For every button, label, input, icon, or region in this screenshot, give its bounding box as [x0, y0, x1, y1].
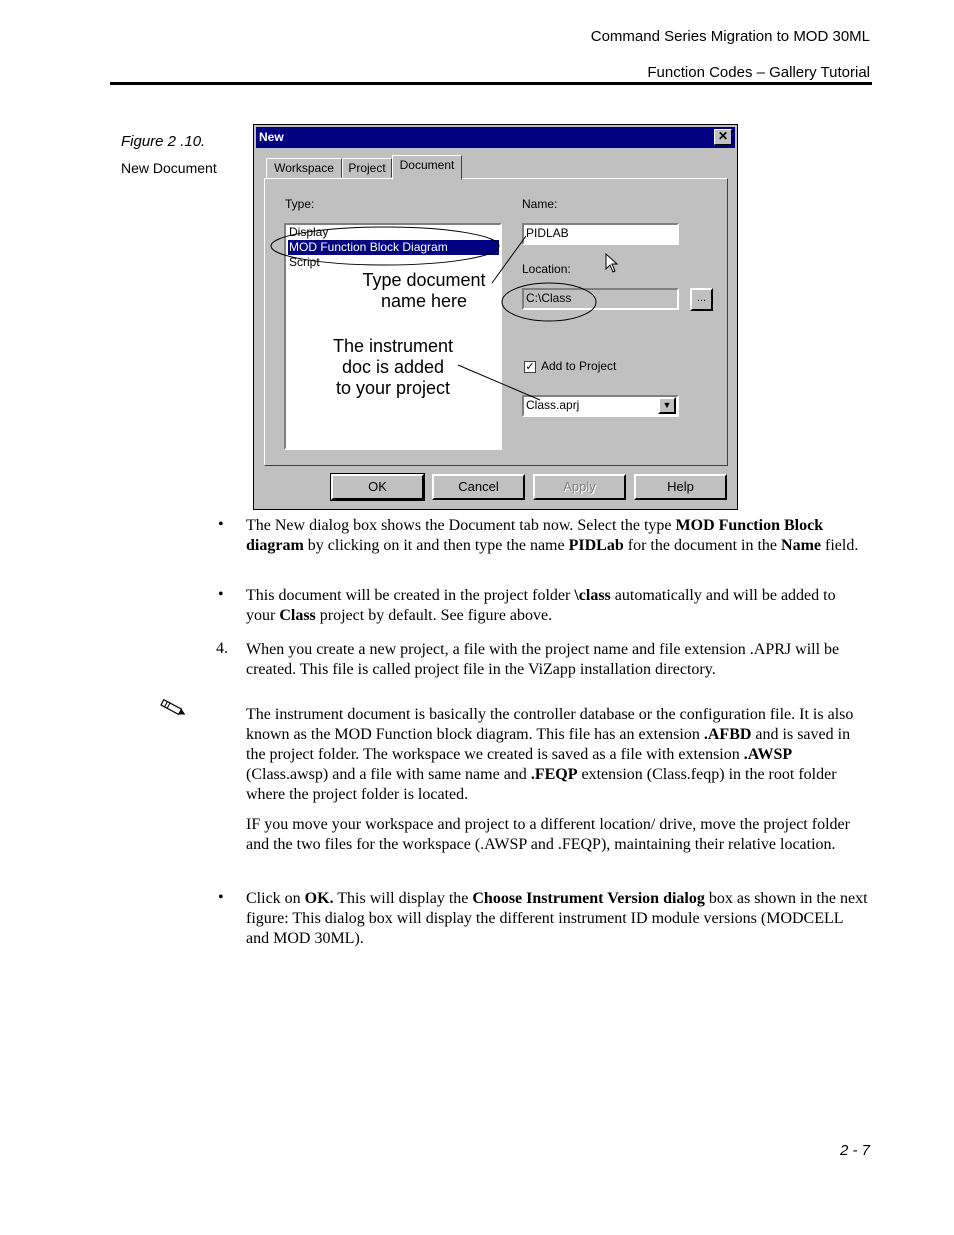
annotation-line-project	[458, 365, 540, 400]
text-run: box as shown in the next figure: This dialog box will display the different instrument ID module versions (MODCELL and MOD 30ML).	[246, 890, 868, 947]
note-paragraph-2: IF you move your workspace and project to a different location/ drive, move the project folder and the two files for the workspace (.AWSP and .FEQP), maintaining their relative location.	[246, 816, 850, 853]
header-title: Command Series Migration to MOD 30ML	[590, 28, 870, 45]
type-item-script[interactable]: Script	[289, 255, 320, 269]
annotation-instrument-line2: doc is added	[341, 357, 445, 377]
note-pencil-icon	[158, 698, 188, 718]
text-run: and is saved in the project folder. The workspace we created is saved as a file with extension	[246, 726, 851, 763]
tab-document[interactable]: Document	[392, 155, 462, 180]
text-run: extension (Class.feqp) in the root folder where the project folder is located.	[246, 766, 837, 803]
step-4-number: 4.	[216, 640, 228, 657]
bold-run: MOD Function Block diagram	[246, 517, 824, 554]
text-run: The instrument document is basically the controller database or the configuration file. It is also known as the MOD Function block diagram. This file has an extension	[246, 706, 854, 743]
bold-run: .AFBD	[703, 726, 752, 743]
help-button[interactable]: Help	[634, 474, 727, 500]
bullet-2-text	[246, 586, 868, 626]
text-run: by clicking on it and then type the name	[303, 537, 569, 554]
type-item-display[interactable]: Display	[289, 225, 329, 239]
bullet-1-text	[246, 516, 868, 556]
type-item-mod-function-block-diagram[interactable]: MOD Function Block Diagram	[288, 240, 499, 255]
location-label: Location:	[522, 262, 571, 276]
bold-run: PIDLab	[568, 537, 624, 554]
browse-button[interactable]: ...	[690, 288, 713, 311]
type-label: Type:	[285, 197, 315, 211]
annotation-type-document-line1: Type document	[362, 270, 486, 290]
figure-number: Figure 2 .10.	[121, 133, 206, 150]
text-run: Click on	[246, 890, 305, 907]
add-to-project-checkbox[interactable]: ✓	[525, 360, 535, 373]
annotation-type-document-line2: name here	[380, 291, 468, 311]
text-run: automatically and will be added to your	[246, 587, 836, 624]
bullet-2-glyph: •	[218, 586, 224, 603]
annotation-instrument-line1: The instrument	[332, 336, 454, 356]
bold-run: .AWSP	[743, 746, 793, 763]
mouse-cursor-icon	[606, 254, 617, 272]
step-4-text: When you create a new project, a file with the project name and file extension .APRJ will be created. This file is called project file in the ViZapp installation directory.	[246, 641, 840, 678]
annotation-ellipse-location	[502, 283, 596, 321]
page-number: 2 - 7	[839, 1142, 870, 1159]
bullet-3-glyph: •	[218, 889, 224, 906]
bullet-1-glyph: •	[218, 516, 224, 533]
text-run: The New dialog box shows the Document tab now. Select the type	[246, 517, 676, 534]
annotation-ellipse-type	[271, 227, 499, 265]
ok-button[interactable]: OK	[331, 474, 424, 500]
bold-run: .FEQP	[530, 766, 578, 783]
text-run: This will display the	[333, 890, 473, 907]
add-to-project-label: Add to Project	[541, 359, 617, 373]
text-run: for the document in the	[623, 537, 782, 554]
project-select[interactable]: Class.aprj	[522, 395, 679, 417]
name-label: Name:	[522, 197, 558, 211]
chevron-down-icon[interactable]: ▼	[658, 397, 676, 414]
bold-run: \class	[574, 587, 611, 604]
bullet-3-text	[246, 889, 868, 949]
bold-run: OK.	[304, 890, 334, 907]
annotation-type-document	[340, 270, 508, 312]
header-subtitle: Function Codes – Gallery Tutorial	[647, 64, 870, 81]
apply-button[interactable]: Apply	[533, 474, 626, 500]
tab-workspace[interactable]: Workspace	[266, 158, 342, 178]
dialog-title: New	[259, 130, 284, 144]
figure-caption: New Document	[121, 160, 217, 176]
text-run: project by default. See figure above.	[315, 607, 553, 624]
note-paragraph-1	[246, 705, 868, 805]
annotation-instrument-line3: to your project	[335, 378, 451, 398]
location-field[interactable]: C:\Class	[522, 288, 679, 310]
close-icon[interactable]: ✕	[714, 129, 732, 145]
text-run: field.	[821, 537, 859, 554]
name-field[interactable]: PIDLAB	[522, 223, 679, 245]
bold-run: Class	[279, 607, 316, 624]
bold-run: Name	[781, 537, 822, 554]
tab-project[interactable]: Project	[342, 158, 392, 178]
cancel-button[interactable]: Cancel	[432, 474, 525, 500]
annotation-instrument-doc	[318, 336, 468, 399]
bold-run: Choose Instrument Version dialog	[472, 890, 705, 907]
text-run: (Class.awsp) and a file with same name and	[246, 766, 531, 783]
text-run: This document will be created in the project folder	[246, 587, 575, 604]
